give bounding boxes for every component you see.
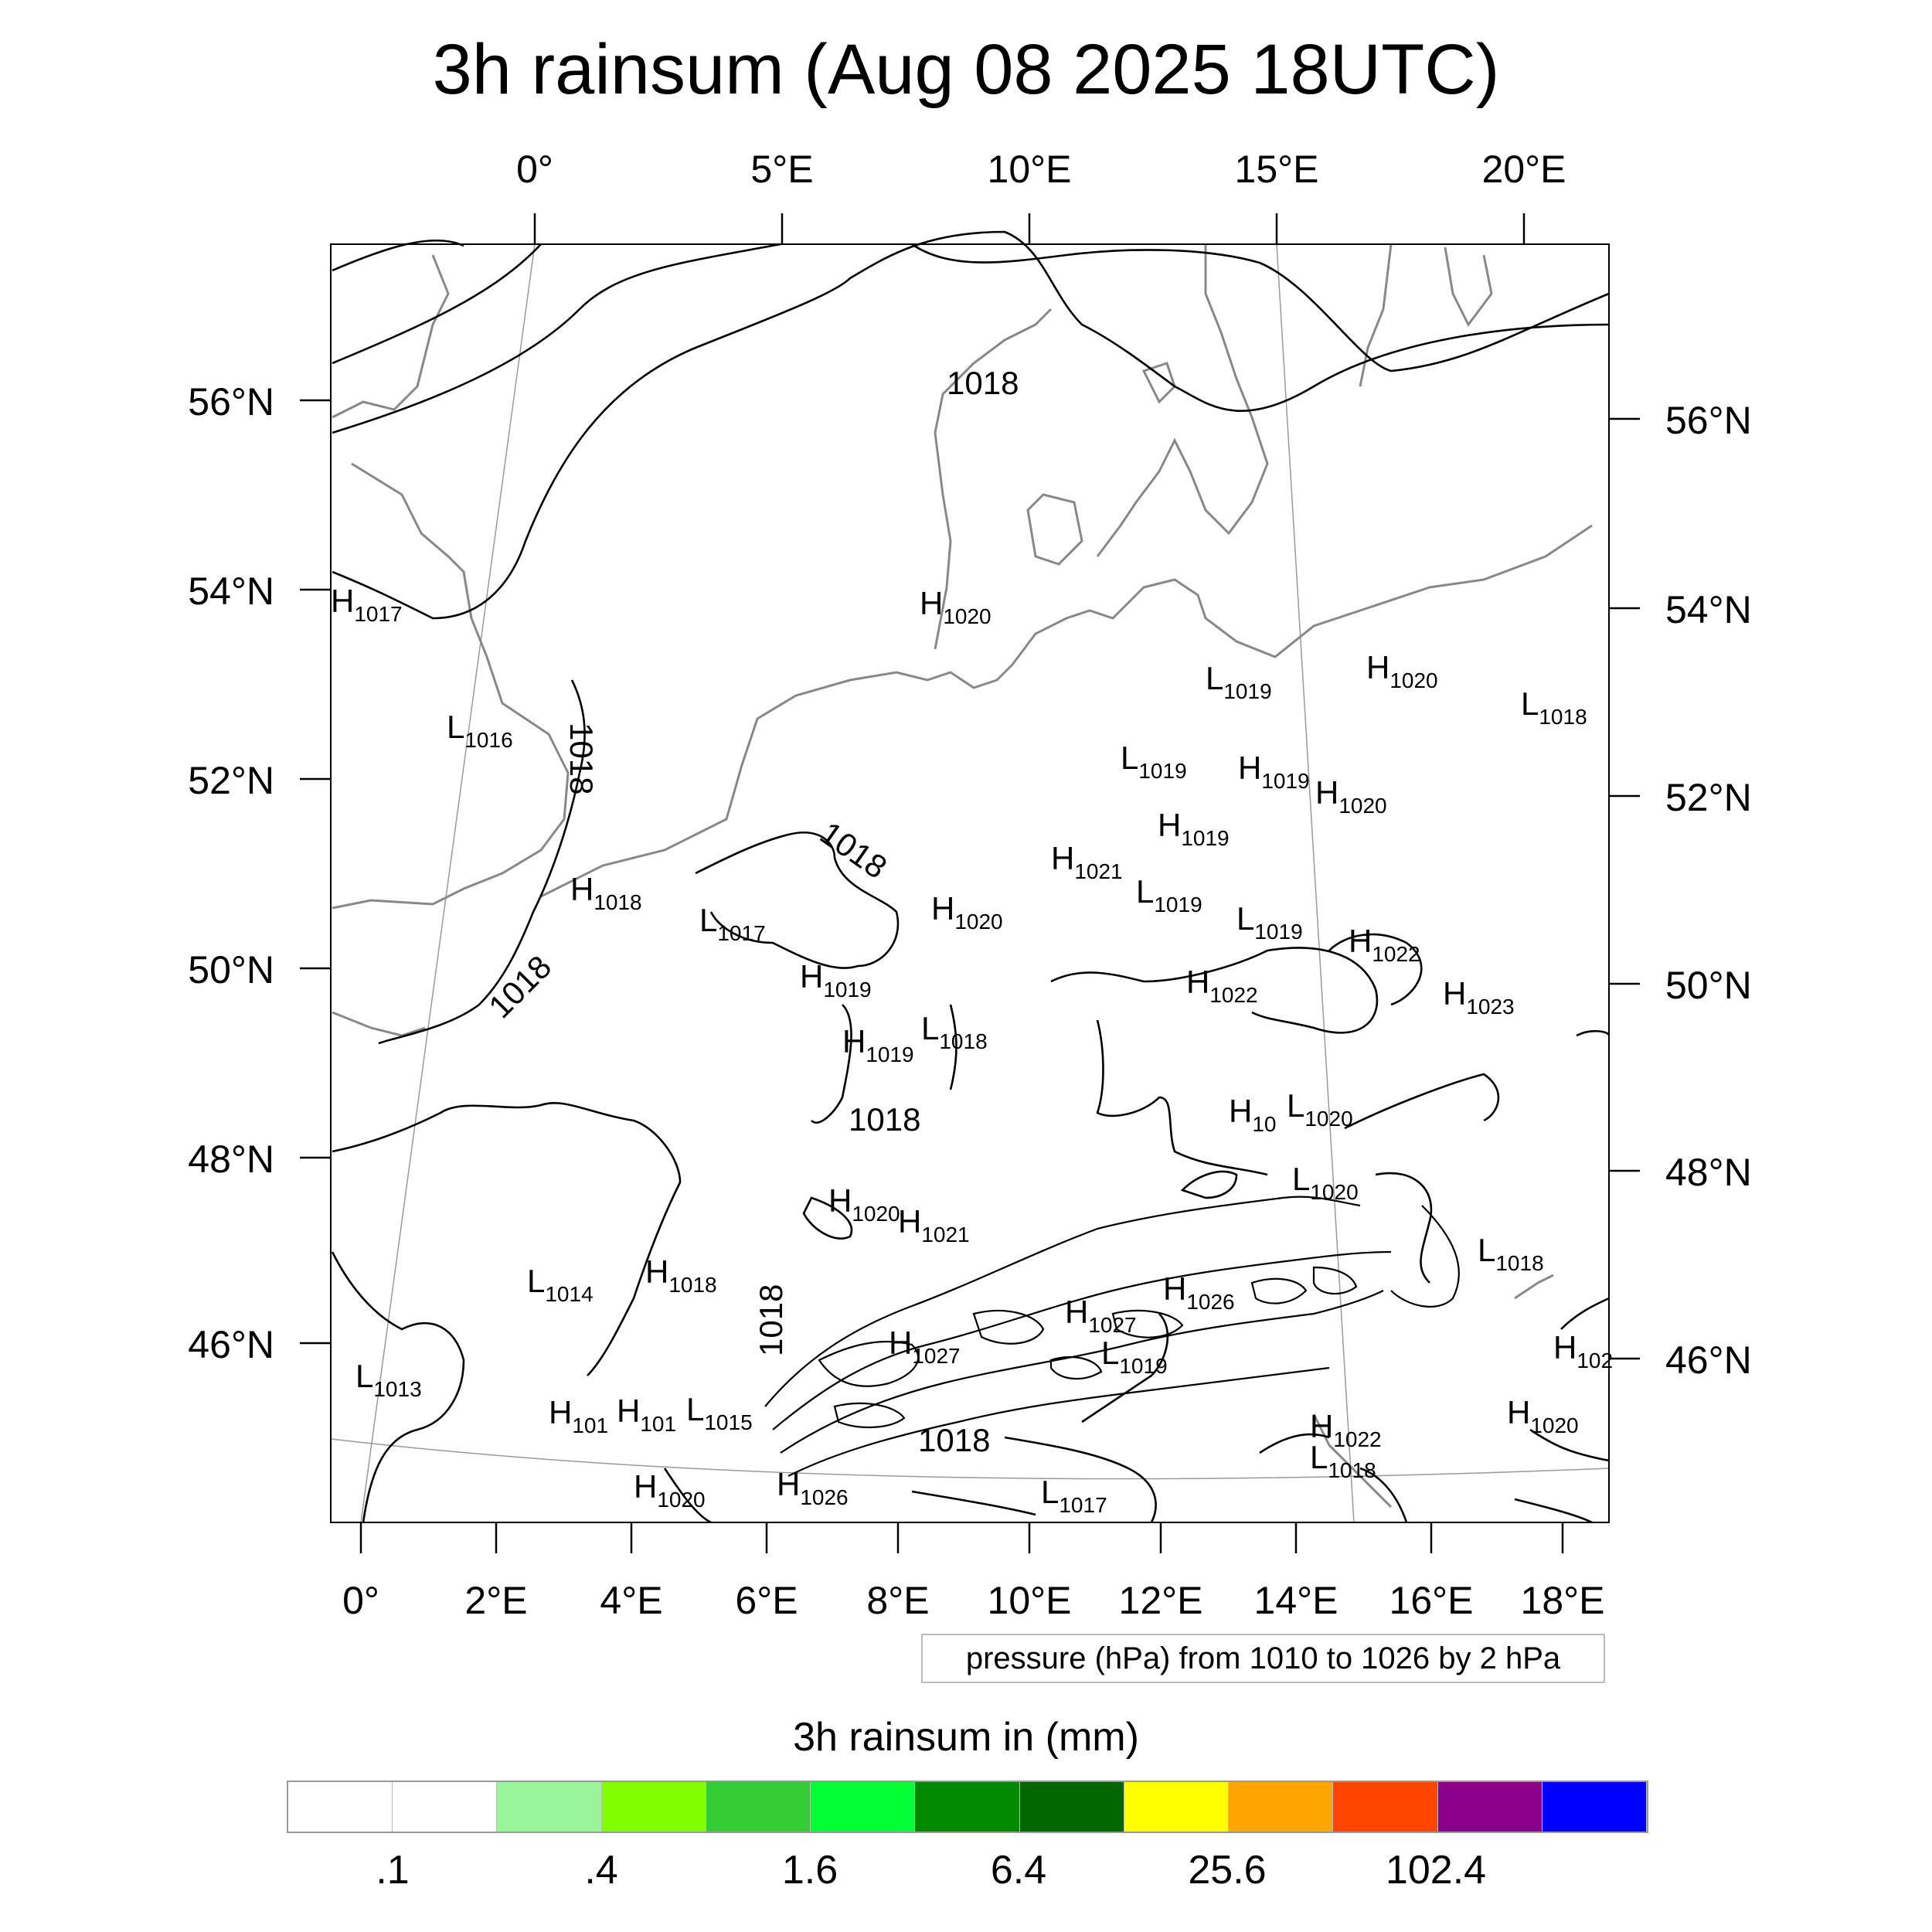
- pressure-center-label: $H_{1021}$: [1051, 840, 1123, 883]
- isobar-label: 1018: [947, 365, 1019, 401]
- isobars: [332, 232, 1609, 1522]
- isobar-label: 1018: [753, 1284, 789, 1356]
- colorbar-cell: [1543, 1782, 1647, 1832]
- colorbar-cell: [811, 1782, 915, 1832]
- bottom-lon-label: 2°E: [464, 1579, 528, 1622]
- pressure-center-label: $H_{1020}$: [1366, 649, 1438, 692]
- pressure-center-label: $H_{1026}$: [1163, 1270, 1235, 1314]
- pressure-center-label: $H_{1020}$: [920, 585, 992, 628]
- bottom-lon-label: 18°E: [1520, 1579, 1605, 1622]
- pressure-center-label: $H_{1021}$: [898, 1203, 970, 1247]
- pressure-center-label: $H_{1018}$: [645, 1253, 717, 1297]
- pressure-center-label: $H_{1020}$: [634, 1468, 706, 1512]
- isobar-label: 1018: [813, 814, 894, 886]
- top-lon-label: 0°: [516, 148, 553, 191]
- left-lat-label: 54°N: [188, 570, 274, 613]
- left-lat-label: 46°N: [188, 1323, 274, 1366]
- pressure-center-label: $H_{10}$: [1229, 1093, 1277, 1136]
- pressure-center-label: $H_{1023}$: [1443, 975, 1515, 1019]
- bottom-lon-label: 10°E: [987, 1579, 1072, 1622]
- pressure-center-label: $L_{1019}$: [1206, 660, 1272, 703]
- pressure-center-label: $L_{1018}$: [921, 1010, 988, 1053]
- bottom-lon-label: 0°: [342, 1579, 379, 1622]
- colorbar-cell: [1020, 1782, 1124, 1832]
- pressure-center-label: $H_{1019}$: [800, 958, 872, 1002]
- top-lon-label: 5°E: [750, 148, 814, 191]
- left-latitude-labels: [188, 380, 274, 1366]
- colorbar-cell: [915, 1782, 1019, 1832]
- left-lat-label: 48°N: [188, 1138, 274, 1181]
- colorbar: [287, 1781, 1648, 1833]
- left-lat-label: 52°N: [188, 759, 274, 802]
- tick-marks: [300, 213, 1640, 1553]
- colorbar-label: 25.6: [1188, 1848, 1267, 1893]
- pressure-center-label: $H_{1019}$: [1158, 807, 1230, 850]
- isobar-label: 1018: [849, 1101, 921, 1138]
- bottom-lon-label: 16°E: [1389, 1579, 1474, 1622]
- bottom-lon-label: 12°E: [1118, 1579, 1203, 1622]
- pressure-center-label: $H_{1022}$: [1186, 964, 1258, 1007]
- colorbar-cell: [1333, 1782, 1437, 1832]
- map-title: 3h rainsum (Aug 08 2025 18UTC): [432, 30, 1500, 109]
- top-lon-label: 15°E: [1234, 148, 1319, 191]
- top-lon-label: 20°E: [1481, 148, 1566, 191]
- pressure-center-label: $L_{1019}$: [1236, 900, 1303, 944]
- pressure-center-label: $H_{1022}$: [1349, 923, 1420, 966]
- pressure-center-label: $H_{101}$: [549, 1394, 609, 1437]
- isobar-label: 1018: [481, 948, 559, 1026]
- top-longitude-labels: [516, 148, 1566, 191]
- colorbar-label: .1: [376, 1848, 410, 1893]
- colorbar-cell: [602, 1782, 706, 1832]
- pressure-info-box: pressure (hPa) from 1010 to 1026 by 2 hPa: [921, 1634, 1605, 1683]
- bottom-lon-label: 6°E: [735, 1579, 798, 1622]
- colorbar-label: 102.4: [1385, 1848, 1487, 1893]
- right-lat-label: 48°N: [1665, 1151, 1752, 1194]
- pressure-center-label: $H_{101}$: [617, 1393, 677, 1436]
- colorbar-cell: [1438, 1782, 1543, 1832]
- pressure-center-label: $H_{1020}$: [828, 1182, 900, 1226]
- right-lat-label: 56°N: [1665, 399, 1752, 442]
- pressure-center-label: $L_{1017}$: [699, 902, 766, 945]
- pressure-center-label: $H_{1019}$: [1238, 750, 1310, 793]
- pressure-center-label: $H_{1026}$: [777, 1466, 849, 1509]
- left-lat-label: 56°N: [188, 380, 274, 423]
- pressure-center-label: $H_{1020}$: [1507, 1394, 1579, 1437]
- right-lat-label: 46°N: [1665, 1338, 1752, 1382]
- pressure-center-label: $L_{1018}$: [1478, 1232, 1544, 1275]
- pressure-center-label: $L_{1015}$: [686, 1391, 753, 1434]
- pressure-center-label: $H_{1018}$: [570, 871, 642, 914]
- pressure-center-label: $L_{1018}$: [1521, 685, 1587, 729]
- colorbar-cell: [1229, 1782, 1333, 1832]
- pressure-center-label: $L_{1013}$: [355, 1358, 422, 1401]
- isobar-label: 1018: [918, 1422, 991, 1458]
- pressure-center-label: $L_{1016}$: [447, 709, 513, 752]
- colorbar-cell: [706, 1782, 811, 1832]
- pressure-center-label: $H_{102}$: [1553, 1329, 1614, 1372]
- pressure-center-label: $L_{1019}$: [1121, 740, 1187, 783]
- right-lat-label: 52°N: [1665, 776, 1752, 819]
- bottom-lon-label: 8°E: [866, 1579, 930, 1622]
- bottom-lon-label: 4°E: [600, 1579, 663, 1622]
- pressure-center-label: $L_{1020}$: [1287, 1087, 1353, 1131]
- pressure-center-label: $H_{1022}$: [1310, 1408, 1382, 1451]
- graticule: [331, 244, 1609, 1522]
- right-lat-label: 54°N: [1665, 588, 1752, 631]
- colorbar-cell: [1124, 1782, 1229, 1832]
- pressure-center-label: $L_{1019}$: [1136, 873, 1202, 917]
- bottom-lon-label: 14°E: [1253, 1579, 1338, 1622]
- top-lon-label: 10°E: [987, 148, 1072, 191]
- pressure-center-label: $L_{1020}$: [1292, 1161, 1359, 1204]
- colorbar-title: 3h rainsum in (mm): [793, 1715, 1139, 1760]
- pressure-center-label: $H_{1020}$: [1315, 774, 1387, 818]
- pressure-center-label: $L_{1018}$: [1310, 1439, 1376, 1482]
- colorbar-cell: [288, 1782, 393, 1832]
- colorbar-label: 6.4: [990, 1848, 1047, 1893]
- pressure-center-label: $L_{1019}$: [1101, 1335, 1168, 1378]
- left-lat-label: 50°N: [188, 948, 274, 992]
- colorbar-label: 1.6: [781, 1848, 838, 1893]
- pressure-center-label: $L_{1017}$: [1041, 1474, 1107, 1517]
- pressure-center-label: $H_{1020}$: [931, 890, 1003, 934]
- right-latitude-labels: [1665, 399, 1752, 1382]
- isobar-label: 1018: [563, 723, 600, 795]
- pressure-center-label: $H_{1017}$: [331, 583, 403, 626]
- pressure-center-label: $H_{1027}$: [1065, 1294, 1137, 1337]
- pressure-center-label: $H_{1019}$: [842, 1023, 914, 1066]
- coastlines: [332, 244, 1592, 1507]
- pressure-center-label: $H_{1027}$: [889, 1325, 961, 1368]
- right-lat-label: 50°N: [1665, 964, 1752, 1007]
- colorbar-label: .4: [584, 1848, 618, 1893]
- map-frame: [331, 244, 1609, 1522]
- bottom-longitude-labels: [342, 1579, 1604, 1622]
- pressure-center-label: $L_{1014}$: [527, 1263, 594, 1306]
- colorbar-cell: [497, 1782, 601, 1832]
- colorbar-cell: [393, 1782, 497, 1832]
